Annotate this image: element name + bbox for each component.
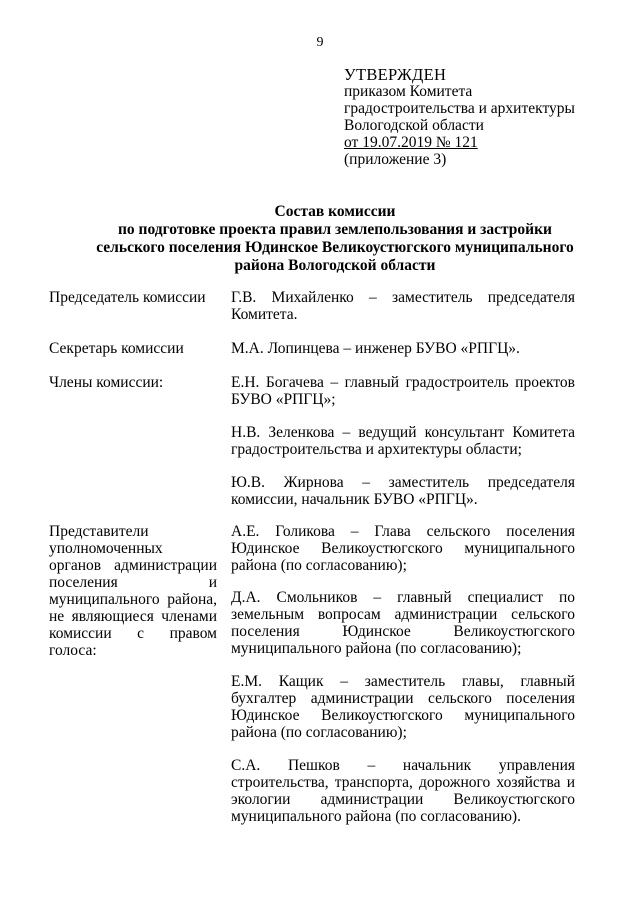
representative-entry: С.А. Пешков – начальник управления строительства, транспорта, дорожного хозяйства и экологии администрации Великоустюгского муниципального района (по согласованию). [231, 757, 575, 825]
approval-title: УТВЕРЖДЕН [344, 65, 447, 84]
secretary-label: Секретарь комиссии [49, 340, 184, 357]
approval-line-2: градостроительства и архитектуры [344, 100, 575, 117]
heading-line-4: района Вологодской области [234, 257, 436, 274]
secretary-entry: М.А. Лопинцева – инженер БУВО «РПГЦ». [231, 340, 520, 357]
approval-block [344, 66, 634, 168]
page-number: 9 [316, 35, 324, 50]
representative-entry: Д.А. Смольников – главный специалист по земельным вопросам администрации сельского поселения Юдинское Великоустюгского муниципального района (по согласованию); [231, 589, 575, 657]
chair-label: Председатель комиссии [49, 289, 206, 306]
representatives-label: Представители уполномоченных органов администрации поселения и муниципального района, не являющиеся членами комиссии с правом голоса: [49, 523, 217, 659]
document-heading [80, 203, 590, 275]
members-label: Члены комиссии: [49, 374, 164, 391]
approval-order [344, 134, 634, 151]
chair-entry: Г.В. Михайленко – заместитель председателя Комитета. [231, 289, 575, 323]
representative-entry: А.Е. Голикова – Глава сельского поселения Юдинское Великоустюгского муниципального района (по согласованию); [231, 523, 575, 574]
representative-entry: Е.М. Кащик – заместитель главы, главный бухгалтер администрации сельского поселения Юдинское Великоустюгского муниципального района (по согласованию); [231, 673, 575, 741]
approval-appendix: (приложение 3) [344, 151, 447, 168]
heading-line-2: по подготовке проекта правил землепользования и застройки [118, 221, 552, 238]
approval-order-text: от 19.07.2019 № 121 [344, 134, 478, 151]
member-entry: Е.Н. Богачева – главный градостроитель проектов БУВО «РПГЦ»; [231, 374, 575, 408]
approval-line-1: приказом Комитета [344, 83, 473, 100]
member-entry: Н.В. Зеленкова – ведущий консультант Комитета градостроительства и архитектуры области; [231, 424, 575, 458]
member-entry: Ю.В. Жирнова – заместитель председателя комиссии, начальник БУВО «РПГЦ». [231, 474, 575, 508]
heading-line-3: сельского поселения Юдинское Великоустюгского муниципального [96, 239, 574, 256]
heading-line-1: Состав комиссии [274, 203, 396, 220]
approval-line-3: Вологодской области [344, 117, 484, 134]
